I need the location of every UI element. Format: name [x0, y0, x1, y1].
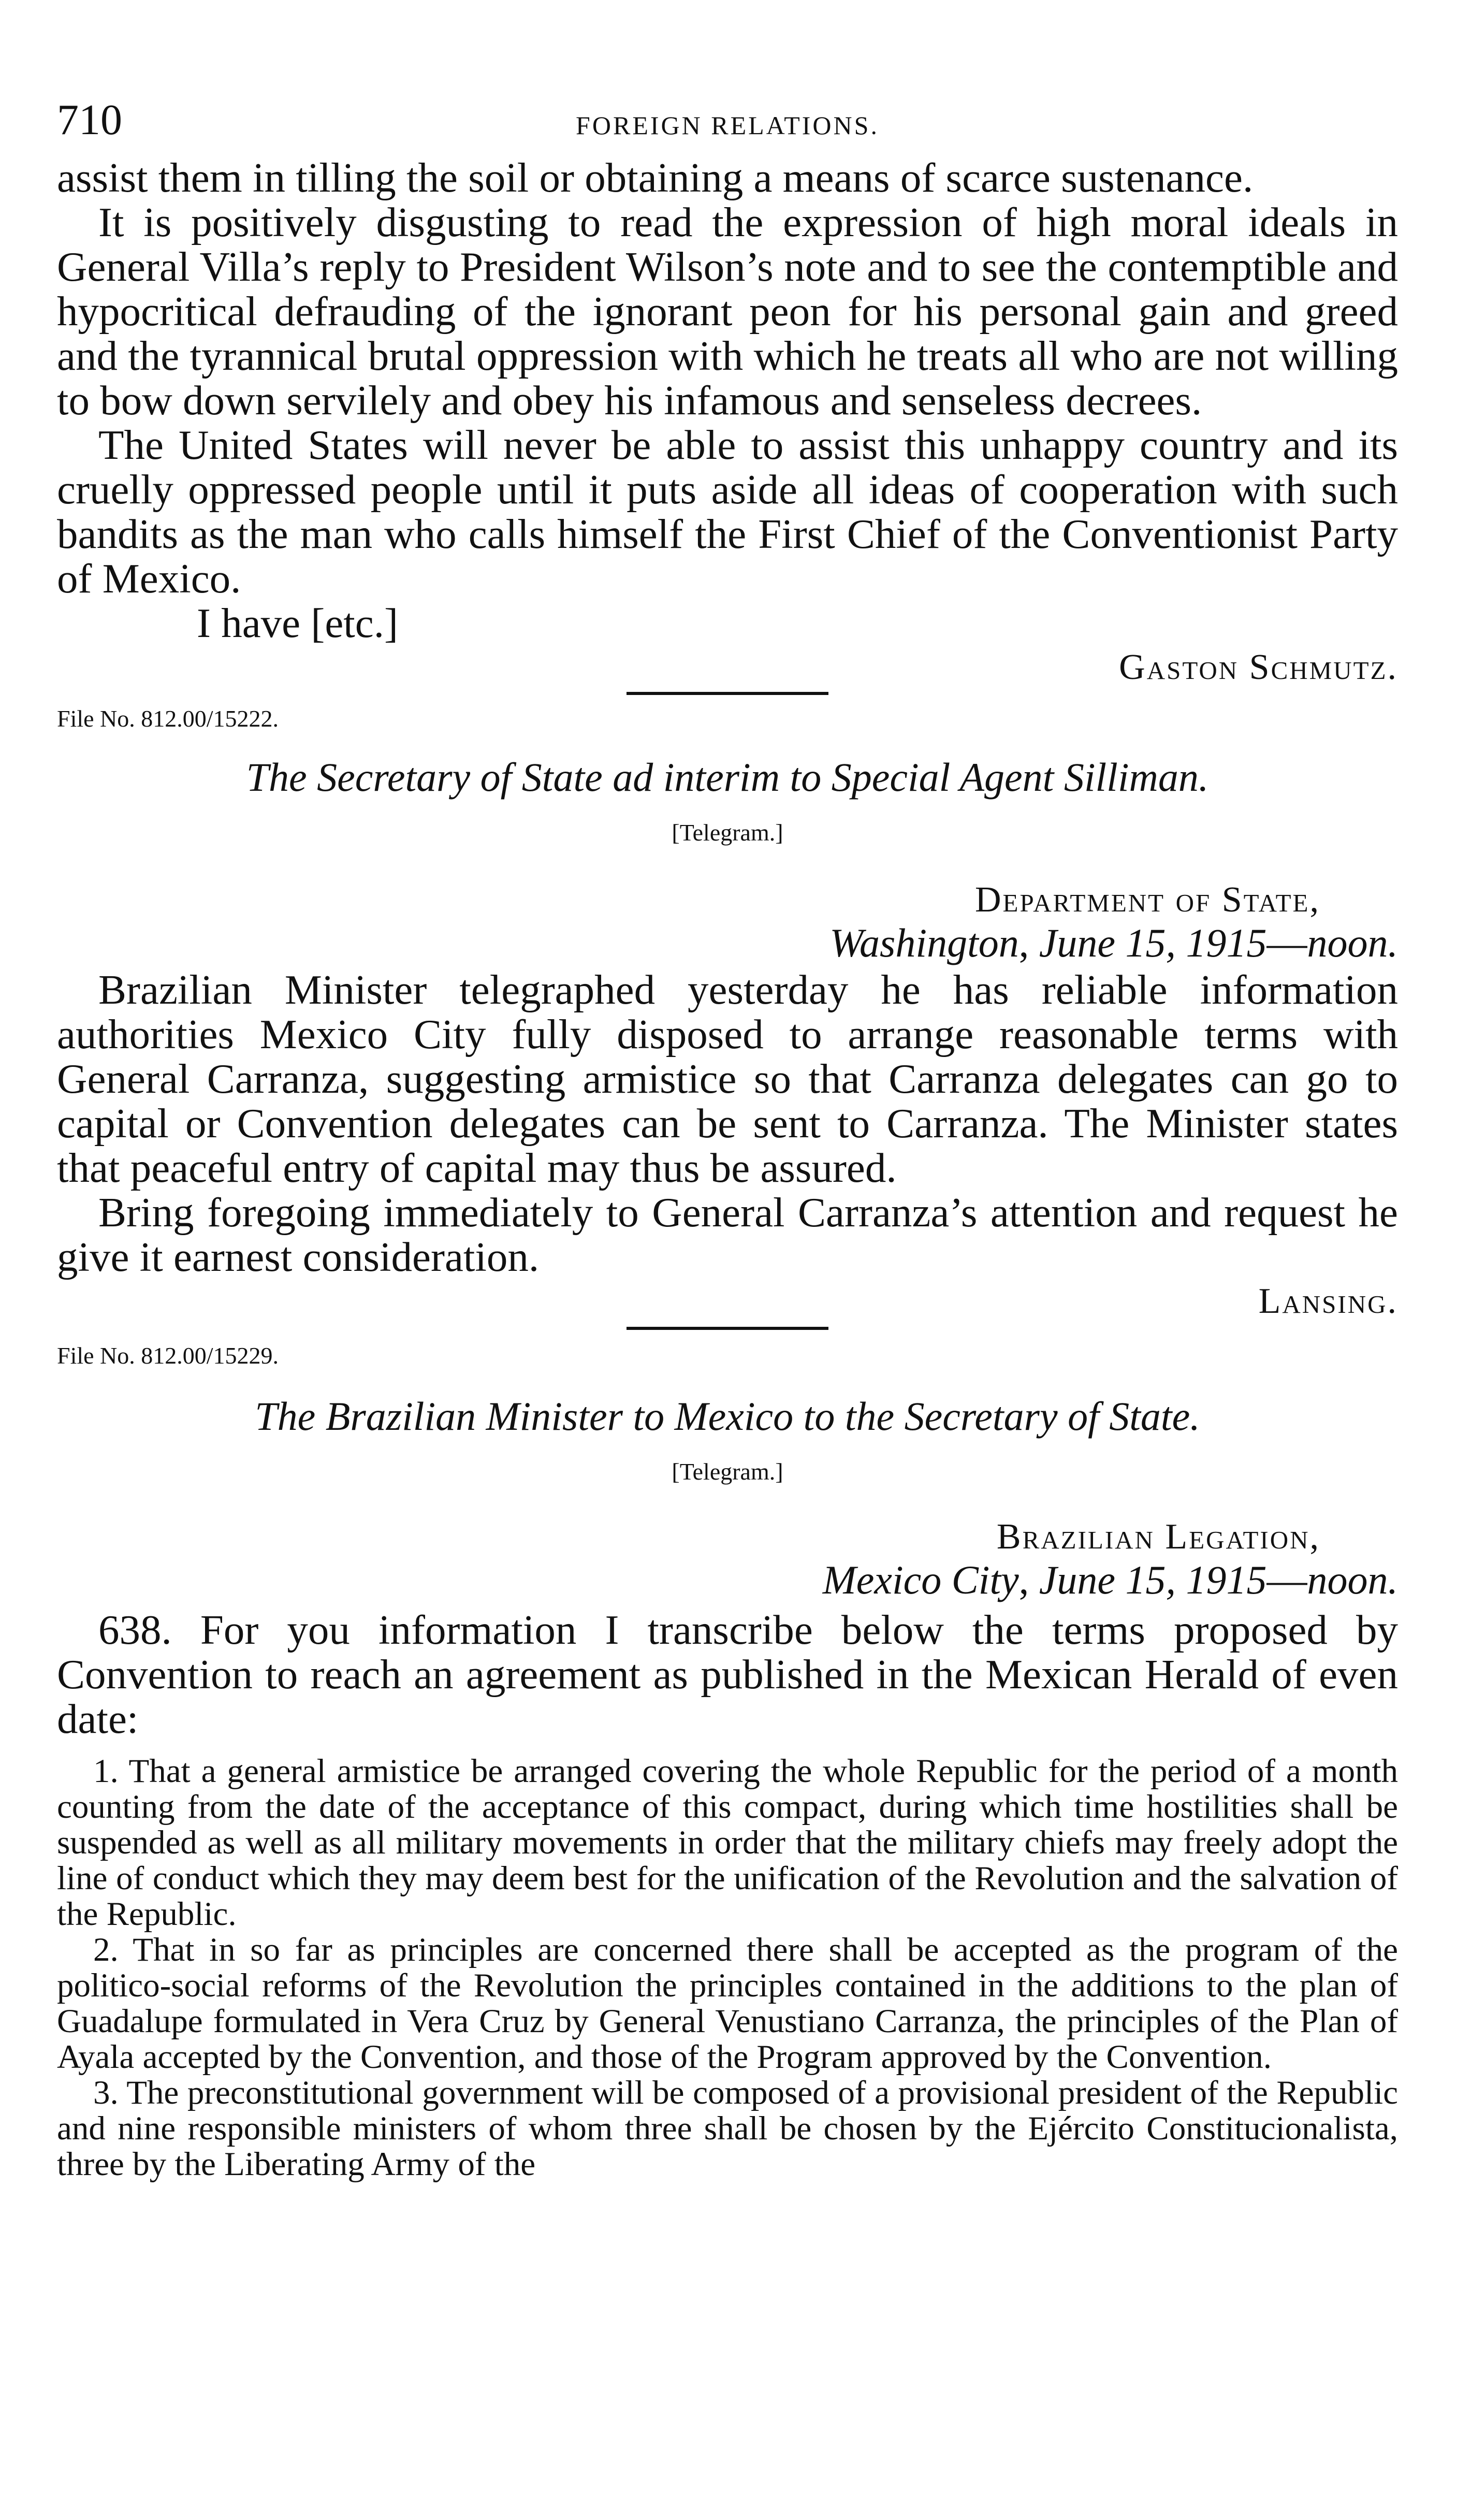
telegram-signature: Lansing. — [1258, 1281, 1398, 1321]
document-page — [57, 98, 1398, 2182]
convention-term-3: 3. The preconstitutional government will be composed of a provisional president of the Republic and nine responsible ministers of whom three shall be chosen by the Ejército Constitucionalista, three by the Liberating Army of the — [57, 2074, 1398, 2183]
dateline-time: noon. — [1307, 1557, 1398, 1602]
dateline-time: noon. — [1307, 920, 1398, 965]
dateline-date: June 15, 1915 — [1039, 920, 1267, 965]
document-secretary-to-silliman — [57, 704, 1398, 1324]
telegram-label: [Telegram.] — [672, 1458, 783, 1485]
file-number: File No. 812.00/15229. — [57, 1342, 279, 1369]
document-brazilian-minister — [57, 1341, 1398, 2182]
running-title: FOREIGN RELATIONS. — [576, 111, 879, 140]
dateline: Mexico City, June 15, 1915—noon. — [822, 1557, 1398, 1602]
telegram-paragraph-1: Brazilian Minister telegraphed yesterday he has reliable information authorities Mexico City fully disposed to arrange reasonable terms with General Carranza, suggesting armistice so that Carranza delegates can go to capital or Convention delegates can be sent to Carranza. The Minister states that peaceful entry of capital may thus be assured. — [57, 966, 1398, 1191]
telegram-label: [Telegram.] — [672, 819, 783, 846]
letter-paragraph-2: It is positively disgusting to read the expression of high moral ideals in General Villa’s reply to President Wilson’s note and to see the contemptible and hypocritical defrauding of the ignorant peon for his personal gain and greed and the tyrannical brutal oppression with which he treats all who are not willing to bow down servilely and obey his infamous and senseless decrees. — [57, 199, 1398, 424]
section-divider — [627, 1327, 828, 1330]
section-divider — [627, 692, 828, 695]
document-heading: The Secretary of State ad interim to Special Agent Silliman. — [246, 755, 1209, 800]
convention-term-1: 1. That a general armistice be arranged covering the whole Republic for the period of a month counting from the date of the acceptance of this compact, during which time hostilities shall be suspended as well as all military movements in order that the military chiefs may freely adopt the line of conduct which they may deem best for the unification of the Revolution and the salvation of the Republic. — [57, 1753, 1398, 1933]
letter-paragraph-1: assist them in tilling the soil or obtaining a means of scarce sustenance. — [57, 154, 1254, 201]
letter-closing: I have [etc.] — [197, 600, 398, 646]
dateline-place: Mexico City — [822, 1557, 1019, 1602]
letter-signature: Gaston Schmutz. — [1119, 647, 1398, 687]
dateline-place: Washington — [829, 920, 1019, 965]
letter-paragraph-3: The United States will never be able to assist this unhappy country and its cruelly oppressed people until it puts aside all ideas of cooperation with such bandits as the man who calls himself the First Chief of the Conventionist Party of Mexico. — [57, 422, 1398, 602]
document-heading: The Brazilian Minister to Mexico to the Secretary of State. — [255, 1394, 1200, 1439]
page-number: 710 — [57, 96, 122, 144]
dateline-office: Department of State, — [974, 880, 1320, 920]
dateline-date: June 15, 1915 — [1039, 1557, 1267, 1602]
file-number: File No. 812.00/15222. — [57, 705, 279, 732]
telegram-intro: 638. For you information I transcribe below the terms proposed by Convention to reach an agreement as published in the Mexican Herald of even date: — [57, 1606, 1398, 1742]
dateline-office: Brazilian Legation, — [996, 1517, 1320, 1557]
convention-term-2: 2. That in so far as principles are concerned there shall be accepted as the program of the politico-social reforms of the Revolution the principles contained in the additions to the plan of Guadalupe formulated in Vera Cruz by General Venustiano Carranza, the principles of the Plan of Ayala accepted by the Convention, and those of the Program approved by the Convention. — [57, 1931, 1398, 2076]
schmutz-letter — [57, 155, 1398, 690]
dateline: Washington, June 15, 1915—noon. — [829, 920, 1398, 965]
telegram-paragraph-2: Bring foregoing immediately to General Carranza’s attention and request he give it earnest consideration. — [57, 1189, 1398, 1280]
running-head — [57, 98, 1398, 155]
